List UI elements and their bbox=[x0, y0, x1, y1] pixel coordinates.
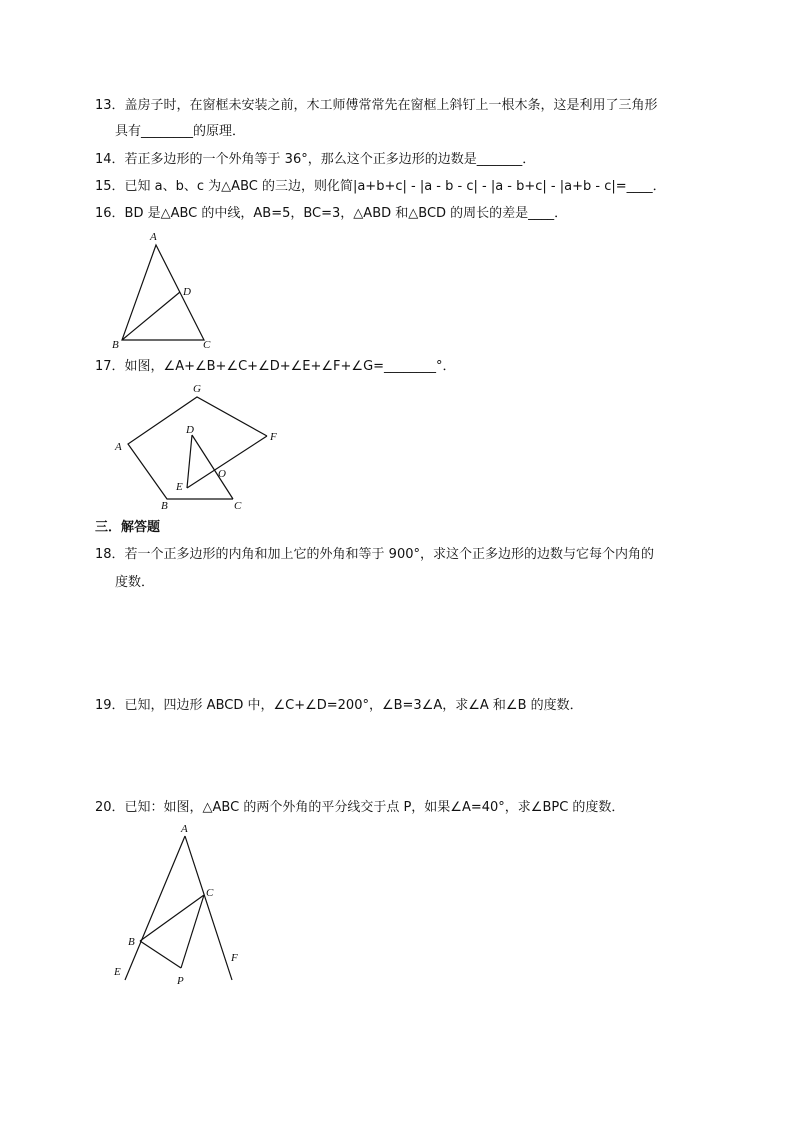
figure-17-star bbox=[105, 378, 295, 513]
question-13-line-2: 具有________的原理． bbox=[115, 124, 246, 139]
triangle-abc bbox=[122, 245, 204, 340]
line-af bbox=[185, 836, 232, 980]
question-17: 17．如图，∠A+∠B+∠C+∠D+∠E+∠F+∠G=________°． bbox=[95, 359, 456, 374]
label-c: C bbox=[203, 339, 211, 351]
label-a: A bbox=[150, 231, 157, 243]
label-b: B bbox=[128, 936, 135, 948]
label-p: P bbox=[177, 975, 184, 987]
label-d: D bbox=[186, 424, 194, 436]
line-ae bbox=[125, 836, 185, 980]
question-19: 19．已知，四边形 ABCD 中，∠C+∠D=200°，∠B=3∠A，求∠A 和∠B 的度数． bbox=[95, 698, 583, 713]
label-a: A bbox=[181, 823, 188, 835]
question-16: 16．BD 是△ABC 的中线，AB=5，BC=3，△ABD 和△BCD 的周长的差是____． bbox=[95, 206, 568, 221]
figure-16-triangle bbox=[100, 225, 240, 350]
label-e: E bbox=[114, 966, 121, 978]
outer-polyline-fagbc bbox=[128, 397, 267, 499]
segment-bp bbox=[140, 941, 181, 968]
question-15: 15．已知 a、b、c 为△ABC 的三边，则化简|a+b+c| - |a - b - c| - |a - b+c| - |a+b - c|=____． bbox=[95, 179, 666, 194]
label-g: G bbox=[193, 383, 201, 395]
question-14: 14．若正多边形的一个外角等于 36°，那么这个正多边形的边数是_______． bbox=[95, 152, 536, 167]
question-20: 20．已知：如图，△ABC 的两个外角的平分线交于点 P，如果∠A=40°，求∠BPC 的度数． bbox=[95, 800, 625, 815]
label-o: O bbox=[218, 468, 226, 480]
figure-20-triangle bbox=[105, 818, 255, 993]
segment-cp bbox=[181, 895, 204, 968]
label-c: C bbox=[234, 500, 242, 512]
section-heading-answers: 三．解答题 bbox=[95, 520, 161, 535]
question-18-line-1: 18．若一个正多边形的内角和加上它的外角和等于 900°，求这个正多边形的边数与它每个内角的 bbox=[95, 547, 654, 562]
segment-dc bbox=[192, 435, 233, 499]
segment-bc bbox=[140, 895, 204, 941]
segment-de bbox=[187, 435, 192, 488]
question-13-line-1: 13．盖房子时，在窗框未安装之前，木工师傅常常先在窗框上斜钉上一根木条，这是利用了三角形 bbox=[95, 98, 658, 113]
segment-ef bbox=[187, 436, 267, 488]
question-18-line-2: 度数． bbox=[115, 575, 155, 590]
label-d: D bbox=[183, 286, 191, 298]
label-b: B bbox=[161, 500, 168, 512]
label-f: F bbox=[231, 952, 238, 964]
label-c: C bbox=[206, 887, 214, 899]
label-e: E bbox=[176, 481, 183, 493]
label-a: A bbox=[115, 441, 122, 453]
label-f: F bbox=[270, 431, 277, 443]
label-b: B bbox=[112, 339, 119, 351]
